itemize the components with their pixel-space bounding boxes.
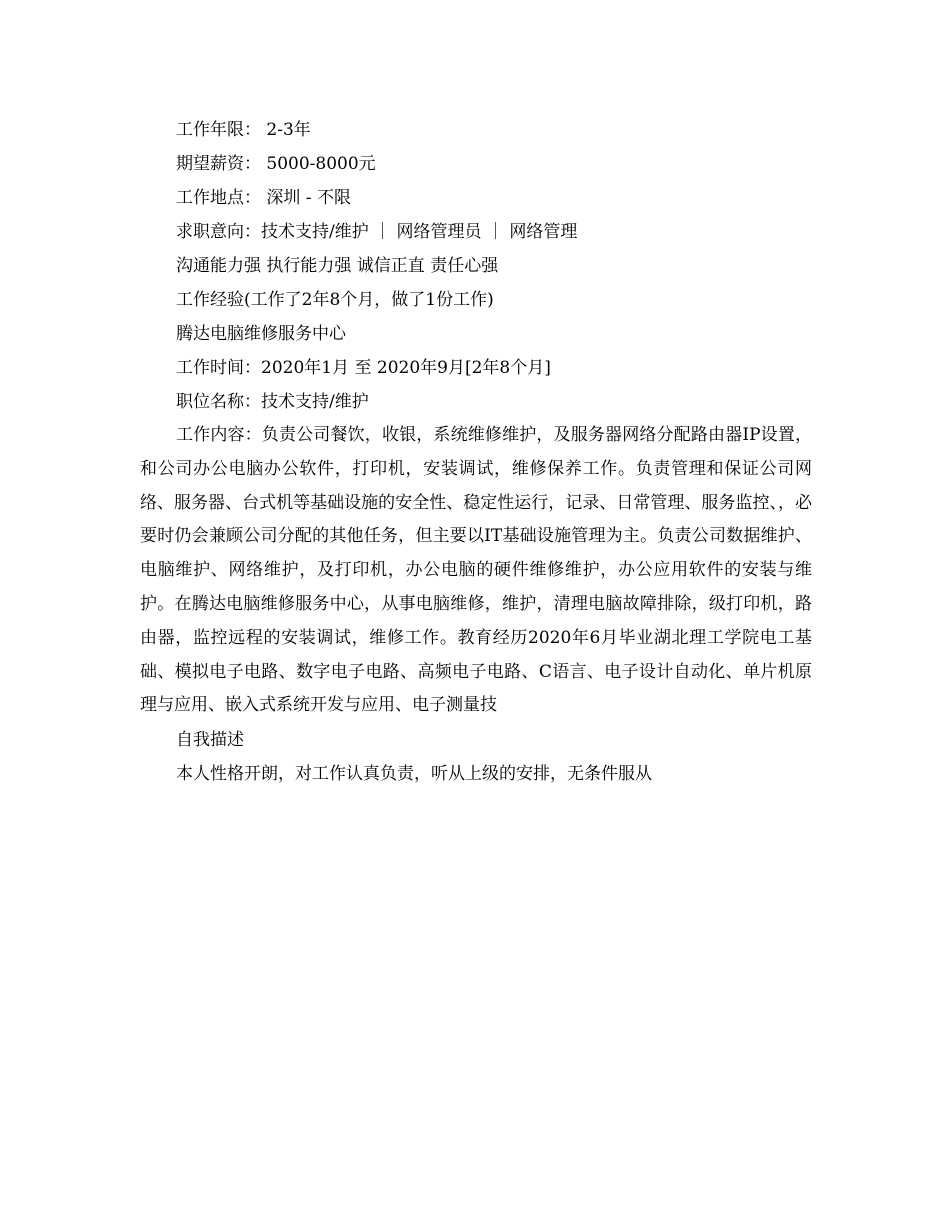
location-label: 工作地点： — [176, 188, 261, 208]
position-title: 职位名称：技术支持/维护 — [176, 392, 369, 412]
job-intent: 求职意向：技术支持/维护 ｜ 网络管理员 ｜ 网络管理 — [176, 222, 578, 242]
self-description: 本人性格开朗，对工作认真负责，听从上级的安排，无条件服从 — [176, 764, 652, 785]
work-period: 工作时间：2020年1月 至 2020年9月[2年8个月] — [176, 358, 551, 378]
salary-value: 5000-8000元 — [261, 154, 376, 174]
salary-label: 期望薪资： — [176, 154, 261, 174]
work-years-value: 2-3年 — [261, 120, 311, 140]
location-row — [140, 181, 812, 215]
resume-body — [140, 113, 812, 791]
self-description-heading: 自我描述 — [176, 730, 244, 751]
work-years-label: 工作年限： — [176, 120, 261, 140]
work-years-row — [140, 113, 812, 147]
salary-row — [140, 147, 812, 181]
company-name: 腾达电脑维修服务中心 — [176, 324, 346, 344]
personal-traits: 沟通能力强 执行能力强 诚信正直 责任心强 — [176, 256, 499, 276]
job-content: 工作内容：负责公司餐饮，收银，系统维修维护，及服务器网络分配路由器IP设置，和公司办公电脑办公软件，打印机，安装调试，维修保养工作。负责管理和保证公司网络、服务器、台式机等基础设施的安全性、稳定性运行，记录、日常管理、服务监控、，必要时仍会兼顾公司分配的其他任务，但主要以IT基础设施管理为主。负责公司数据维护、电脑维护、网络维护，及打印机，办公电脑的硬件维修维护，办公应用软件的安装与维护。在腾达电脑维修服务中心，从事电脑维修，维护，清理电脑故障排除，级打印机，路由器，监控远程的安装调试，维修工作。教育经历2020年6月毕业湖北理工学院电工基础、模拟电子电路、数字电子电路、高频电子电路、C语言、电子设计自动化、单片机原理与应用、嵌入式系统开发与应用、电子测量技 — [140, 425, 812, 716]
experience-summary: 工作经验(工作了2年8个月，做了1份工作) — [176, 290, 494, 310]
location-value: 深圳 - 不限 — [261, 188, 351, 208]
